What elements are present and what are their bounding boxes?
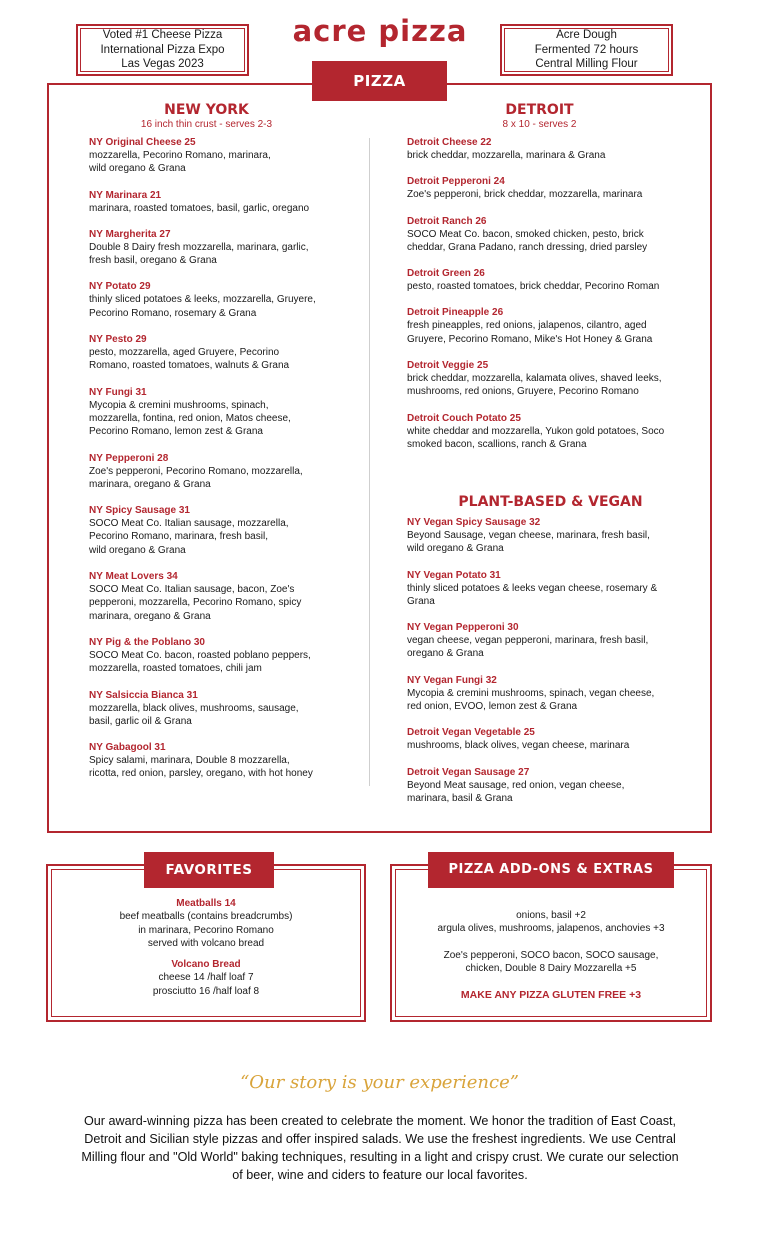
menu-item-description: marinara, roasted tomatoes, basil, garlic, oregano xyxy=(89,202,310,214)
favorites-content xyxy=(60,897,352,998)
menu-item-description: fresh pineapples, red onions, jalapenos, cilantro, aged Gruyere, Pecorino Romano, Mike's Hot Honey & Grana xyxy=(407,320,653,345)
menu-item-description: Zoe's pepperoni, brick cheddar, mozzarella, marinara xyxy=(407,189,643,201)
menu-item-description: Mycopia & cremini mushrooms, spinach, mozzarella, fontina, red onion, Matos cheese, Pecorino Romano, lemon zest & Grana xyxy=(89,399,291,438)
menu-item-name: Detroit Couch Potato 25 xyxy=(407,412,521,424)
detroit-menu-item xyxy=(407,175,702,201)
menu-item-description: Double 8 Dairy fresh mozzarella, marinara, garlic, fresh basil, oregano & Grana xyxy=(89,241,309,267)
vegan-title: PLANT-BASED & VEGAN xyxy=(458,494,643,510)
volcano-bread-desc-2: prosciutto 16 /half loaf 8 xyxy=(152,985,260,997)
meatballs-desc-2: in marinara, Pecorino Romano xyxy=(138,924,274,936)
menu-item-description: brick cheddar, mozzarella, marinara & Grana xyxy=(407,150,606,161)
new-york-menu-item xyxy=(89,333,354,373)
new-york-title: NEW YORK xyxy=(164,102,249,118)
menu-item-description: Mycopia & cremini mushrooms, spinach, vegan cheese, red onion, EVOO, lemon zest & Grana xyxy=(407,687,655,713)
menu-item-name: NY Vegan Potato 31 xyxy=(407,569,501,581)
detroit-menu-list xyxy=(407,136,702,464)
dough-line-3: Central Milling Flour xyxy=(535,58,638,71)
award-line-1: Voted #1 Cheese Pizza xyxy=(102,29,223,42)
menu-item-name: NY Pepperoni 28 xyxy=(89,452,169,464)
menu-item-description: pesto, roasted tomatoes, brick cheddar, Pecorino Roman xyxy=(407,281,660,293)
menu-item-description: SOCO Meat Co. Italian sausage, bacon, Zoe's pepperoni, mozzarella, Pecorino Romano, spicy marinara, oregano & Grana xyxy=(89,584,302,622)
meatballs-desc-3: served with volcano bread xyxy=(147,937,265,949)
new-york-menu-item xyxy=(89,741,354,781)
detroit-menu-item xyxy=(407,359,702,399)
new-york-menu-list xyxy=(89,136,354,794)
menu-item-name: Detroit Pineapple 26 xyxy=(407,307,504,319)
menu-item-name: Detroit Vegan Vegetable 25 xyxy=(407,727,535,739)
gluten-free-note: MAKE ANY PIZZA GLUTEN FREE +3 xyxy=(460,989,642,1002)
detroit-title: DETROIT xyxy=(505,102,574,118)
menu-item-description: SOCO Meat Co. bacon, smoked chicken, pesto, brick cheddar, Grana Padano, ranch dressing, dried parsley xyxy=(407,228,648,253)
vegan-menu-item xyxy=(407,766,702,806)
menu-item-name: NY Original Cheese 25 xyxy=(89,137,196,148)
award-line-3: Las Vegas 2023 xyxy=(121,58,204,71)
menu-item-name: NY Vegan Fungi 32 xyxy=(407,674,497,686)
vegan-menu-item xyxy=(407,621,702,661)
menu-item-name: NY Pesto 29 xyxy=(89,334,147,346)
dough-line-1: Acre Dough xyxy=(556,29,617,42)
menu-item-description: pesto, mozzarella, aged Gruyere, Pecorino Romano, roasted tomatoes, walnuts & Grana xyxy=(89,347,290,372)
menu-item-description: thinly sliced potatoes & leeks, mozzarella, Gruyere, Pecorino Romano, rosemary & Grana xyxy=(89,294,316,319)
addon-line-3: Zoe's pepperoni, SOCO bacon, SOCO sausage, xyxy=(443,949,659,961)
new-york-menu-item xyxy=(89,504,354,557)
menu-item-description: Zoe's pepperoni, Pecorino Romano, mozzarella, marinara, oregano & Grana xyxy=(89,465,303,490)
menu-item-name: NY Pig & the Poblano 30 xyxy=(89,636,205,648)
new-york-menu-item xyxy=(89,280,354,320)
menu-item-name: NY Meat Lovers 34 xyxy=(89,571,178,583)
menu-item-description: vegan cheese, vegan pepperoni, marinara, fresh basil, oregano & Grana xyxy=(407,635,649,660)
story-text: Our award-winning pizza has been created to celebrate the moment. We honor the tradition of East Coast, Detroit and Sicilian style pizzas and offer inspired salads. We use the freshest ingredients. We use Central Milling flour and "Old World" baking techniques, resulting in a light and crispy crust. We curate our selection of beer, wine and ciders to feature our local favorites. xyxy=(81,1114,679,1182)
addon-line-2: argula olives, mushrooms, jalapenos, anchovies +3 xyxy=(437,923,665,935)
detroit-menu-item xyxy=(407,267,702,293)
new-york-menu-item xyxy=(89,189,354,215)
award-badge-inner xyxy=(80,28,245,72)
menu-item-name: NY Gabagool 31 xyxy=(89,742,166,754)
dough-badge-inner xyxy=(504,28,669,72)
menu-item-name: NY Fungi 31 xyxy=(89,386,147,398)
menu-item-description: SOCO Meat Co. Italian sausage, mozzarella, Pecorino Romano, marinara, fresh basil, wild oregano & Grana xyxy=(89,518,289,556)
new-york-menu-item xyxy=(89,636,354,676)
menu-item-name: NY Salsiccia Bianca 31 xyxy=(89,689,198,701)
menu-item-description: SOCO Meat Co. bacon, roasted poblano peppers, mozzarella, roasted tomatoes, chili jam xyxy=(89,649,311,675)
menu-item-description: brick cheddar, mozzarella, kalamata olives, shaved leeks, mushrooms, red onions, Gruyere, Pecorino Romano xyxy=(407,373,662,398)
new-york-menu-item xyxy=(89,452,354,492)
volcano-bread-name: Volcano Bread xyxy=(171,959,241,971)
menu-item-name: NY Margherita 27 xyxy=(89,228,171,240)
menu-item-name: Detroit Cheese 22 xyxy=(407,137,492,148)
menu-item-description: white cheddar and mozzarella, Yukon gold potatoes, Soco smoked bacon, scallions, ranch & Grana xyxy=(407,425,665,450)
dough-badge xyxy=(500,24,673,76)
menu-item-name: NY Vegan Pepperoni 30 xyxy=(407,622,519,634)
vegan-menu-item xyxy=(407,674,702,714)
vegan-menu-list xyxy=(407,516,702,818)
menu-item-name: NY Potato 29 xyxy=(89,281,151,293)
vegan-menu-item xyxy=(407,516,702,556)
new-york-subtitle: 16 inch thin crust - serves 2-3 xyxy=(140,119,273,130)
addon-line-4: chicken, Double 8 Dairy Mozzarella +5 xyxy=(465,962,637,974)
addons-content xyxy=(400,909,702,1002)
menu-item-name: Detroit Pepperoni 24 xyxy=(407,176,505,188)
detroit-menu-item xyxy=(407,412,702,452)
menu-item-description: mozzarella, black olives, mushrooms, sausage, basil, garlic oil & Grana xyxy=(89,702,299,727)
pizza-section-tab: PIZZA xyxy=(312,61,447,101)
award-badge xyxy=(76,24,249,76)
new-york-menu-item xyxy=(89,136,354,176)
detroit-subtitle: 8 x 10 - serves 2 xyxy=(502,119,577,130)
menu-item-name: Detroit Ranch 26 xyxy=(407,215,487,227)
new-york-menu-item xyxy=(89,570,354,623)
new-york-menu-item xyxy=(89,386,354,439)
menu-item-name: Detroit Veggie 25 xyxy=(407,360,489,372)
menu-item-description: thinly sliced potatoes & leeks vegan cheese, rosemary & Grana xyxy=(407,582,658,607)
menu-item-name: NY Vegan Spicy Sausage 32 xyxy=(407,517,541,528)
detroit-menu-item xyxy=(407,306,702,346)
vegan-menu-item xyxy=(407,569,702,609)
addons-tab: PIZZA ADD-ONS & EXTRAS xyxy=(428,852,674,888)
new-york-menu-item xyxy=(89,228,354,268)
logo: acre pizza xyxy=(292,14,468,48)
new-york-menu-item xyxy=(89,689,354,729)
menu-item-description: Beyond Meat sausage, red onion, vegan cheese, marinara, basil & Grana xyxy=(407,779,625,804)
column-divider xyxy=(369,138,370,786)
menu-item-name: Detroit Vegan Sausage 27 xyxy=(407,766,530,778)
meatballs-name: Meatballs 14 xyxy=(176,898,236,909)
menu-item-name: NY Marinara 21 xyxy=(89,189,162,201)
favorites-tab: FAVORITES xyxy=(144,852,274,888)
addon-line-1: onions, basil +2 xyxy=(516,910,586,921)
menu-item-name: NY Spicy Sausage 31 xyxy=(89,505,190,517)
detroit-menu-item xyxy=(407,215,702,255)
volcano-bread-desc-1: cheese 14 /half loaf 7 xyxy=(158,972,254,984)
menu-item-description: Spicy salami, marinara, Double 8 mozzarella, ricotta, red onion, parsley, oregano, with hot honey xyxy=(89,755,313,780)
menu-item-description: mozzarella, Pecorino Romano, marinara, wild oregano & Grana xyxy=(89,150,271,175)
detroit-menu-item xyxy=(407,136,702,162)
menu-item-description: Beyond Sausage, vegan cheese, marinara, fresh basil, wild oregano & Grana xyxy=(407,530,650,555)
story-title: “Our story is your experience” xyxy=(240,1072,519,1093)
menu-item-description: mushrooms, black olives, vegan cheese, marinara xyxy=(407,740,630,752)
award-line-2: International Pizza Expo xyxy=(100,43,225,56)
vegan-menu-item xyxy=(407,726,702,752)
dough-line-2: Fermented 72 hours xyxy=(534,43,639,56)
meatballs-desc-1: beef meatballs (contains breadcrumbs) xyxy=(119,911,293,923)
menu-item-name: Detroit Green 26 xyxy=(407,268,485,280)
